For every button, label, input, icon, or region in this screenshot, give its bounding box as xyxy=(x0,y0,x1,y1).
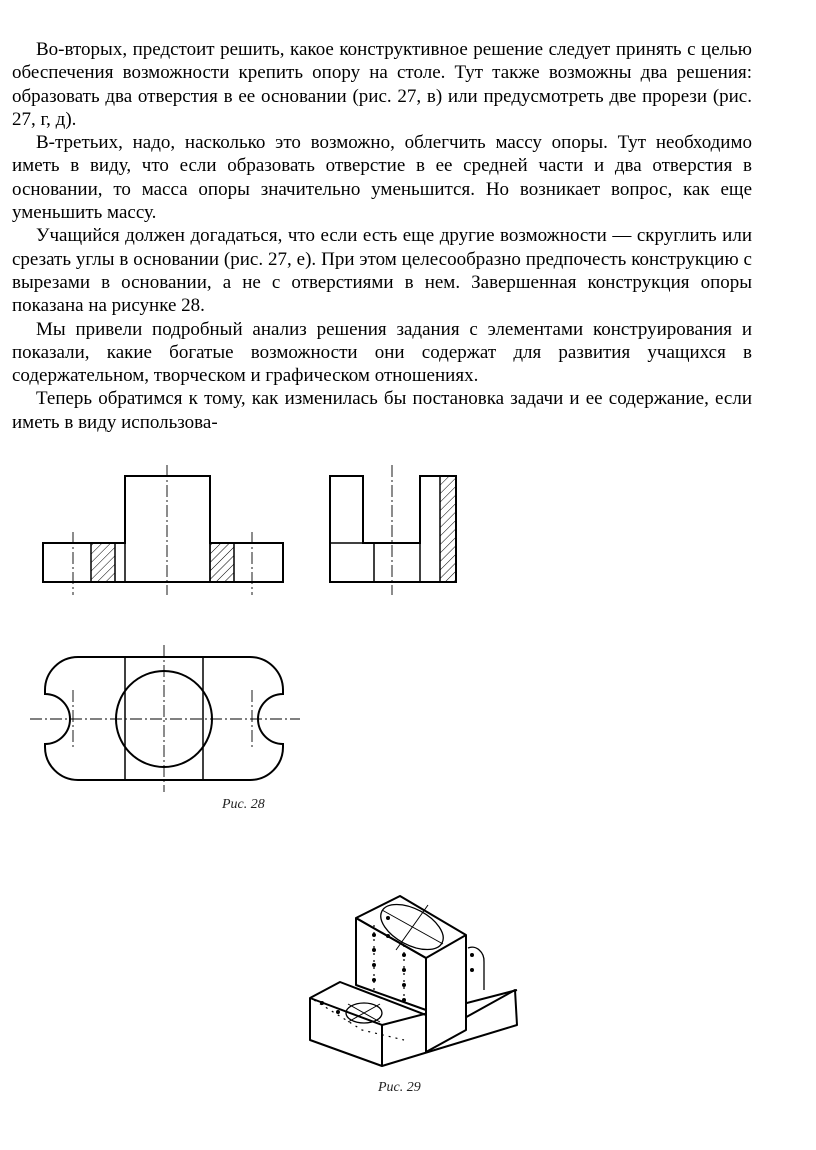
paragraph-1: Во-вторых, предстоит решить, какое конструктивное решение следует принять с целью обеспечения возможности крепить опору на столе. Тут также возможны два решения: образовать два отверстия в ее основании (рис. 27, в) или предусмотреть две прорези (рис. 27, г, д). xyxy=(12,39,752,130)
front-view xyxy=(43,465,283,595)
paragraph-4: Мы привели подробный анализ решения задания с элементами конструирования и показали, какие богатые возможности они содержат для развития учащихся в содержательном, творческом и графическом отношениях. xyxy=(12,318,752,387)
top-view xyxy=(30,645,300,792)
figure-29-caption: Рис. 29 xyxy=(378,1080,421,1095)
paragraph-3: Учащийся должен догадаться, что если есть еще другие возможности — скруглить или срезать углы в основании (рис. 27, е). При этом целесообразно предпочесть конструкцию с вырезами в основании, а не с отверстиями в нем. Завершенная конструкция опоры показана на рисунке 28. xyxy=(12,225,752,317)
side-view xyxy=(330,465,456,595)
paragraph-2: В-третьих, надо, насколько это возможно, облегчить массу опоры. Тут необходимо иметь в виду, что если образовать отверстие в ее средней части и два отверстия в основании, то масса опоры значительно уменьшится. Но возникает вопрос, как еще уменьшить массу. xyxy=(12,132,752,224)
isometric-view xyxy=(310,895,517,1066)
paragraph-5: Теперь обратимся к тому, как изменилась бы постановка задачи и ее содержание, если иметь в виду использова- xyxy=(12,388,752,433)
figure-28-caption: Рис. 28 xyxy=(222,797,265,812)
